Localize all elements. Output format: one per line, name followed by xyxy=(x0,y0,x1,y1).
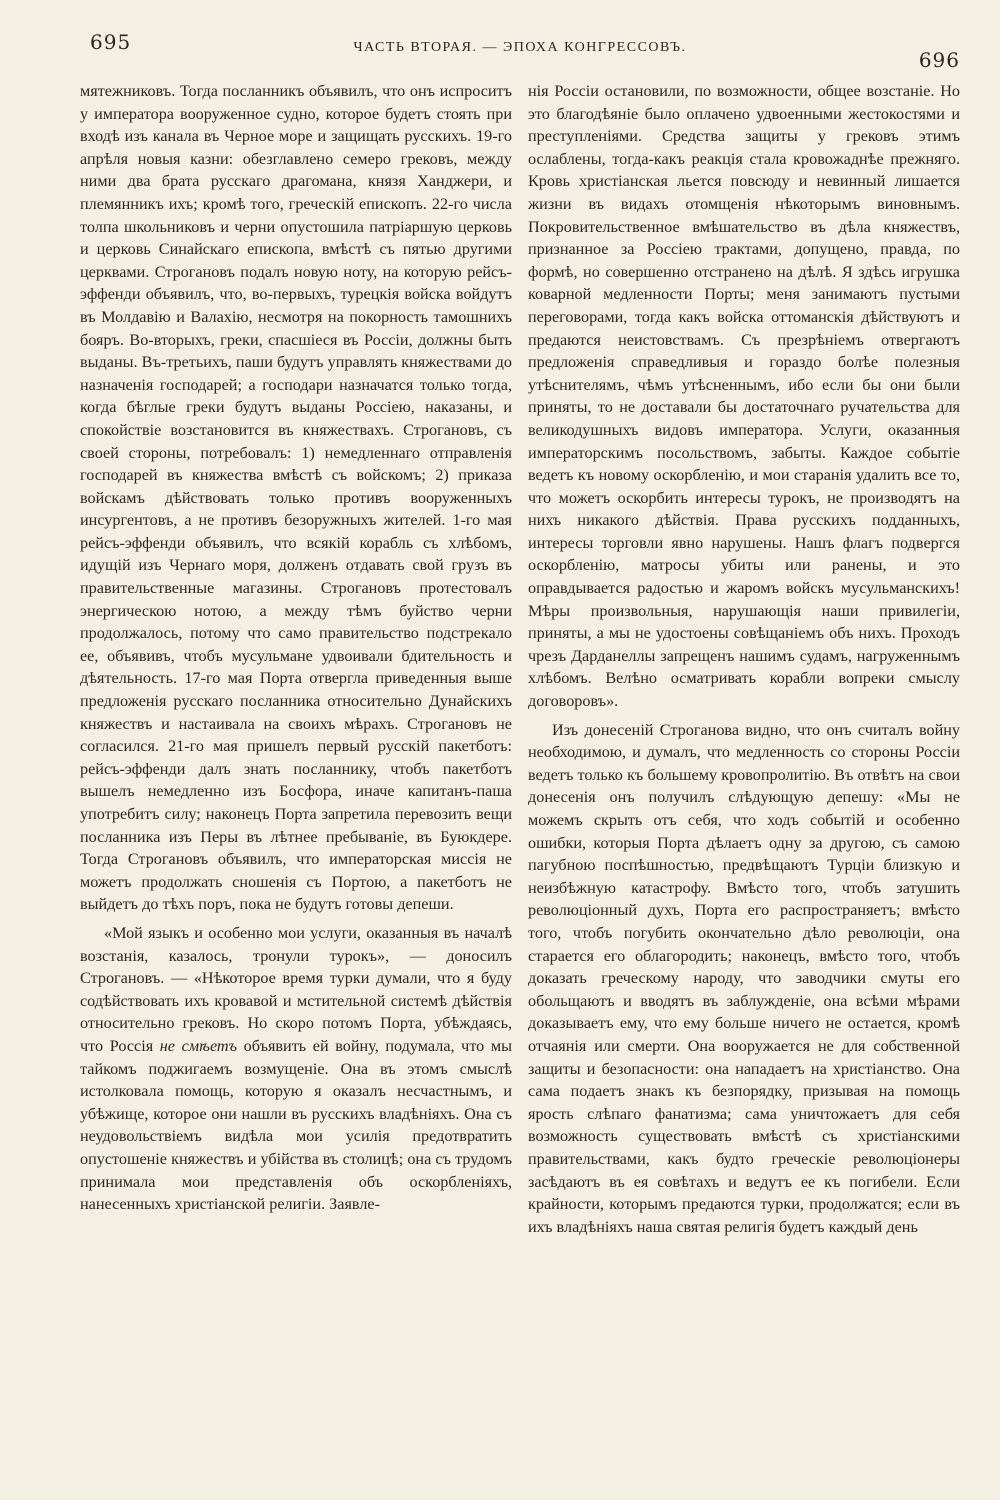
page-header xyxy=(80,18,960,72)
running-title: ЧАСТЬ ВТОРАЯ. — ЭПОХА КОНГРЕССОВЪ. xyxy=(353,40,687,55)
text-run: «Мой языкъ и особенно мои услуги, оказанныя въ началѣ возстанія, казалось, тронули турокъ», — доносилъ Строгановъ. — «Нѣкоторое время турки думали, что я буду содѣйствовать ихъ кровавой и мстительной системѣ дѣйствія относительно грековъ. Но скоро потомъ Порта, убѣждаясь, что Россія xyxy=(80,923,512,1055)
page-number-left: 695 xyxy=(90,30,132,54)
text-columns xyxy=(80,80,960,1480)
text-run: объявить ей войну, подумала, что мы тайкомъ поджигаемъ возмущеніе. Она въ этомъ смыслѣ истолковала помощь, которую я оказалъ несчастнымъ, и убѣжище, которое они нашли въ русскихъ владѣніяхъ. Она съ неудовольствіемъ видѣла мои усилія предотвратить опустошеніе княжествъ и убійства въ столицѣ; она съ трудомъ принимала мои представленія объ оскорбленіяхъ, нанесенныхъ христіанской религіи. Заявле- xyxy=(80,1036,513,1214)
emphasis: не смѣетъ xyxy=(159,1036,238,1055)
paragraph: мятежниковъ. Тогда посланникъ объявилъ, что онъ испроситъ у императора вооруженное судно, которое будетъ стоять при входѣ изъ канала въ Черное море и защищать русскихъ. 19-го апрѣля новыя казни: обезглавлено семеро грековъ, между ними два брата русскаго драгомана, князя Ханджери, и племянникъ ихъ; кромѣ того, греческій епископъ. 22-го числа толпа школьниковъ и черни опустошила патріаршую церковь и церковь Синайскаго епископа, вмѣстѣ съ пятью другими церквами. Строгановъ подалъ новую ноту, на которую рейсъ-эффенди объявилъ, что, во-первыхъ, турецкія войска войдутъ въ Молдавію и Валахію, несмотря на покорность тамошнихъ бояръ. Во-вторыхъ, греки, спасшіеся въ Россіи, должны быть выданы. Въ-третьихъ, паши будутъ управлять княжествами до назначенія господарей; а господари назначатся только тогда, когда бѣглые греки будутъ выданы Россіею, наказаны, и спокойствіе возстановится въ княжествахъ. Строгановъ, съ своей стороны, потребовалъ: 1) немедленнаго отправленія господарей въ княжества вмѣстѣ съ войскомъ; 2) приказа войскамъ дѣйствовать только противъ вооруженныхъ инсургентовъ, а не противъ безоружныхъ жителей. 1-го мая рейсъ-эффенди объявилъ, что всякій корабль съ хлѣбомъ, идущій изъ Чернаго моря, долженъ отдавать свой грузъ въ правительственные магазины. Строгановъ протестовалъ энергическою нотою, а между тѣмъ буйство черни продолжалось, потому что само правительство подстрекало ее, объявивъ, чтобъ мусульмане удвоивали бдительность и дѣятельность. 17-го мая Порта отвергла приведенныя выше предложенія русскаго посланника относительно Дунайскихъ княжествъ и настаивала на своихъ мѣрахъ. Строгановъ не согласился. 21-го мая пришелъ первый русскій пакетботъ: рейсъ-эффенди далъ знать посланнику, чтобъ пакетботъ вышелъ немедленно изъ Босфора, иначе капитанъ-паша употребитъ силу; наконецъ Порта запретила перевозить вещи посланника изъ Перы въ лѣтнее пребываніе, въ Буюкдере. Тогда Строгановъ объявилъ, что императорская миссія не можетъ продолжать сношенія съ Портою, а пакетботъ не выйдетъ до тѣхъ поръ, пока не будутъ готовы депеши. xyxy=(80,82,512,914)
left-column xyxy=(80,80,512,1480)
paragraph xyxy=(80,922,512,1216)
paragraph: Изъ донесеній Строганова видно, что онъ считалъ войну необходимою, и думалъ, что медленность со стороны Россіи ведетъ только къ большему кровопролитію. Въ отвѣтъ на свои донесенія онъ получилъ слѣдующую депешу: «Мы не можемъ скрыть отъ себя, что ходъ событій и особенно ошибки, которыя Порта дѣлаетъ одну за другою, съ самою пагубною поспѣшностью, предвѣщаютъ Турціи близкую и неизбѣжную катастрофу. Вмѣсто того, чтобъ затушить революціонный духъ, Порта его распространяетъ; вмѣсто того, чтобъ погубить окончательно дѣло революціи, она старается его облагородить; наконецъ, вмѣсто того, чтобъ доказать греческому народу, что заводчики смуты его обольщаютъ и вводятъ въ заблужденіе, она всѣми мѣрами доказываетъ ему, что ему больше ничего не остается, кромѣ отчаянія или смерти. Она вооружается не для собственной защиты и безопасности: она нападаетъ на христіанство. Она сама подаетъ знакъ къ безпорядку, призывая на помощь ярость слѣпаго фанатизма; сама уничтожаетъ для себя возможность существовать вмѣстѣ съ христіанскими правительствами, какъ будто греческіе революціонеры засѣдаютъ въ ея совѣтахъ и ведутъ ее къ погибели. Если крайности, которымъ предаются турки, продолжатся; если въ ихъ владѣніяхъ наша святая религія будетъ каждый день xyxy=(528,720,960,1236)
paragraph: нія Россіи остановили, по возможности, общее возстаніе. Но это благодѣяніе было оплачено удвоенными жестокостями и преступленіями. Средства защиты у грековъ этимъ ослаблены, тогда-какъ реакція стала кровожаднѣе прежняго. Кровь христіанская льется повсюду и невинный лишается жизни въ видахъ отомщенія нѣкоторымъ виновнымъ. Покровительственное вмѣшательство въ дѣла княжествъ, признанное за Россіею трактами, допущено, правда, по формѣ, но совершенно отстранено на дѣлѣ. Я здѣсь игрушка коварной медленности Порты; меня занимаютъ пустыми переговорами, тогда какъ войска оттоманскія дѣйствуютъ и предаются неистовствамъ. Съ презрѣніемъ отвергаютъ предложенія справедливыя и гораздо болѣе полезныя утѣснителямъ, чѣмъ утѣсненнымъ, ибо если бы они были приняты, то не доставали бы достаточнаго ручательства для великодушныхъ видовъ императора. Услуги, оказанныя императорскимъ посольствомъ, забыты. Каждое событіе ведетъ къ новому оскорбленію, и мои старанія удалить все то, что можетъ оскорбить интересы турокъ, не производятъ на нихъ никакого дѣйствія. Права русскихъ подданныхъ, интересы торговли явно нарушены. Нашъ флагъ подвергся оскорбленію, матросы убиты или ранены, и это оправдывается радостью и жаромъ войскъ мусульманскихъ! Мѣры произвольныя, нарушающія наши привилегіи, приняты, а мы не удостоены совѣщаніемъ объ нихъ. Проходъ чрезъ Дарданеллы запрещенъ нашимъ судамъ, нагруженнымъ хлѣбомъ. Велѣно осматривать корабли вопреки смыслу договоровъ». xyxy=(528,82,960,711)
page-number-right: 696 xyxy=(918,48,960,72)
right-column xyxy=(528,80,960,1480)
